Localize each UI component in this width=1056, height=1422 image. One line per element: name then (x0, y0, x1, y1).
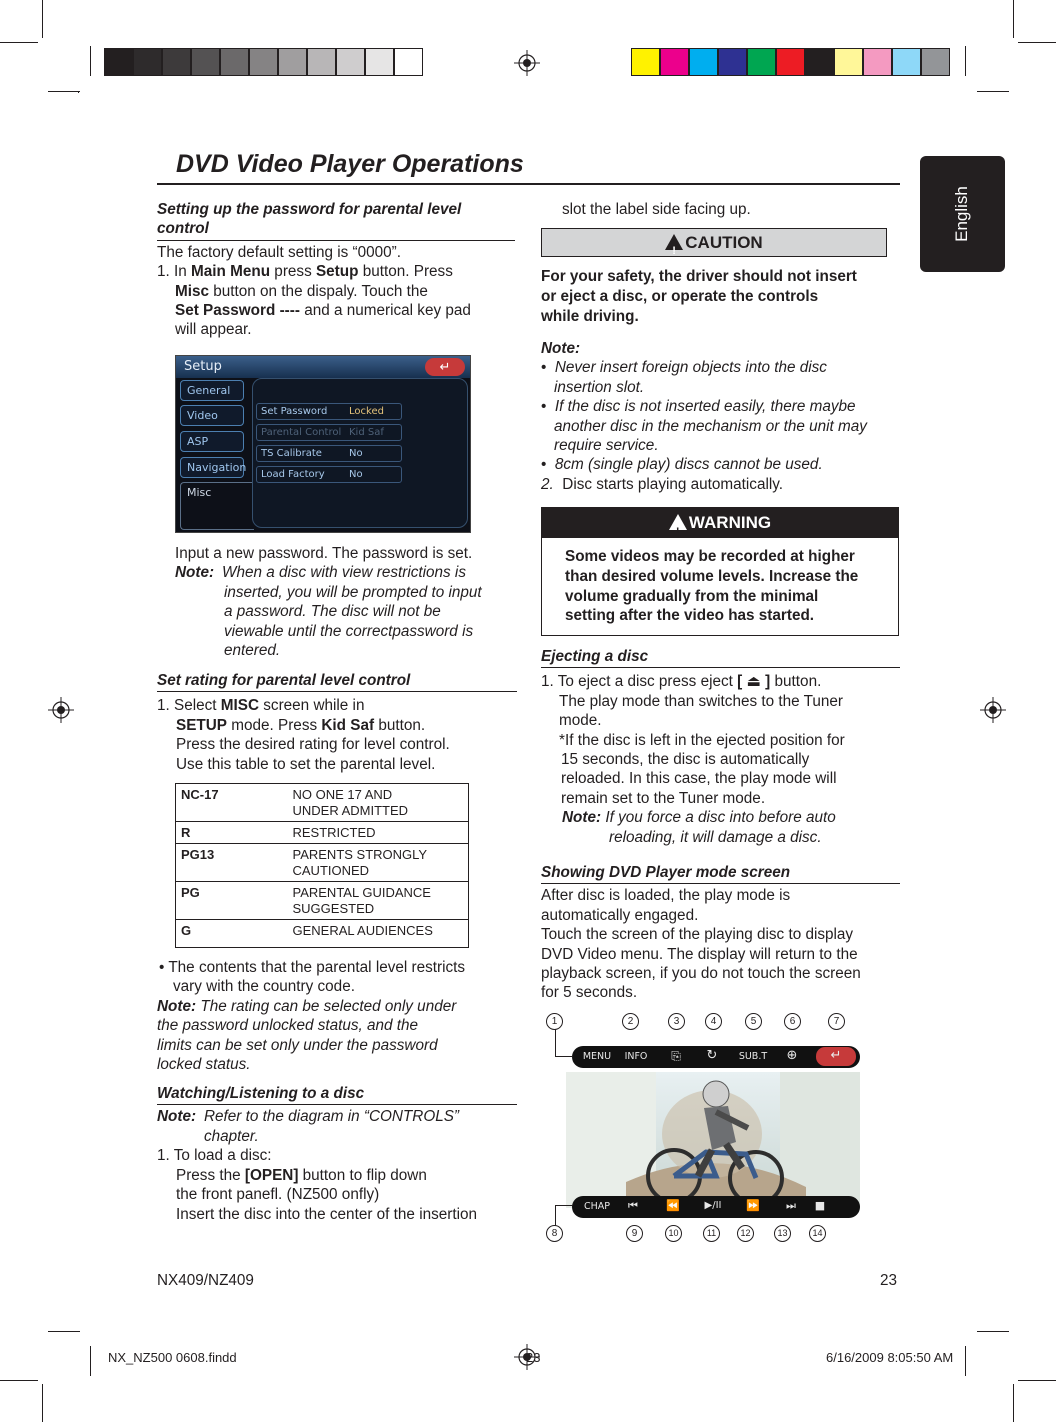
paragraph: The factory default setting is “0000”. (157, 243, 402, 261)
gray-swatch (307, 48, 336, 76)
setup-menu-video: Video (180, 405, 244, 426)
step: Use this table to set the parental level. (176, 755, 436, 773)
menu-button[interactable]: MENU (582, 1051, 612, 1062)
setup-row: Set Password Locked (256, 403, 402, 420)
color-swatch (776, 48, 805, 76)
step: 1. Select MISC screen while in (157, 697, 365, 715)
note: Note: If you force a disc into before auto (562, 809, 836, 827)
note: limits can be set only under the password (157, 1036, 438, 1054)
model-number: NX409/NZ409 (157, 1272, 254, 1289)
note: locked status. (157, 1056, 251, 1074)
gray-swatch (191, 48, 220, 76)
crop-mark (0, 1380, 38, 1381)
callout-number: 12 (737, 1225, 754, 1242)
gray-swatch (278, 48, 307, 76)
bullet: vary with the country code. (173, 978, 355, 996)
color-swatch (863, 48, 892, 76)
gray-swatch (133, 48, 162, 76)
setup-menu-misc: Misc (180, 482, 254, 530)
bullet: another disc in the mechanism or the unit may (554, 417, 867, 435)
step: Press the desired rating for level control. (176, 736, 450, 754)
step: 1. To eject a disc press eject [ ⏏ ] button. (541, 673, 822, 691)
rating-section (157, 671, 517, 774)
paragraph: automatically engaged. (541, 906, 699, 924)
section-heading: Setting up the password for parental level control (157, 200, 515, 241)
callout-number: 7 (828, 1013, 845, 1030)
color-swatch (921, 48, 950, 76)
chapter-button[interactable]: CHAP (583, 1201, 610, 1212)
caution-banner: ! CAUTION (541, 228, 887, 257)
step: reloaded. In this case, the play mode will (561, 770, 837, 788)
step: SETUP mode. Press Kid Saf button. (176, 716, 426, 734)
next-icon[interactable]: ⏭ (786, 1199, 796, 1212)
setup-menu-navigation: Navigation (180, 457, 244, 478)
section-heading: Watching/Listening to a disc (157, 1084, 517, 1105)
callout-number: 11 (703, 1225, 720, 1242)
play-pause-icon[interactable]: ▶/II (704, 1200, 722, 1211)
crop-mark (42, 0, 43, 38)
crop-mark (977, 1331, 1009, 1332)
warning-box (541, 507, 899, 636)
gray-swatch (104, 48, 133, 76)
crop-mark (42, 1384, 43, 1422)
note-label: Note: (541, 340, 581, 357)
callout-number: 5 (745, 1013, 762, 1030)
color-swatch (892, 48, 921, 76)
crop-mark (78, 92, 79, 93)
step: Press the [OPEN] button to flip down (176, 1166, 427, 1184)
step: will appear. (175, 321, 252, 339)
section-heading: Set rating for parental level control (157, 671, 517, 692)
bullet: • 8cm (single play) discs cannot be used. (541, 456, 823, 474)
crop-mark (1013, 1384, 1014, 1422)
bullet: • Never insert foreign objects into the disc (541, 359, 827, 377)
gray-swatch (336, 48, 365, 76)
color-swatch (747, 48, 776, 76)
paragraph: Touch the screen of the playing disc to display (541, 926, 854, 944)
slug-page: 23 (526, 1350, 541, 1365)
paragraph: DVD Video menu. The display will return to the (541, 945, 858, 963)
setup-menu-asp: ASP (180, 431, 244, 452)
color-swatch (660, 48, 689, 76)
rating-table (175, 783, 469, 948)
note: Note: The rating can be selected only under (157, 997, 457, 1015)
step: mode. (559, 712, 602, 730)
setup-title-bar: Setup (176, 356, 470, 378)
repeat-icon[interactable]: ↻ (706, 1048, 718, 1063)
gray-swatch (162, 48, 191, 76)
step: remain set to the Tuner mode. (561, 789, 766, 807)
step: Misc button on the dispaly. Touch the (175, 282, 428, 300)
rating-notes (157, 958, 517, 1074)
password-section (157, 200, 515, 340)
callout-number: 14 (809, 1225, 826, 1242)
warning-text: Some videos may be recorded at higher than desired volume levels. Increase the volume gradually from the minimal setting after the video has started. (565, 548, 859, 625)
step: The play mode than switches to the Tuner (559, 692, 844, 710)
registration-mark-icon (48, 697, 74, 723)
rewind-icon[interactable]: ⏪ (666, 1199, 680, 1212)
previous-icon[interactable]: ⏮ (628, 1199, 638, 1212)
note: reloading, it will damage a disc. (609, 828, 822, 846)
crop-mark (1018, 1380, 1056, 1381)
crop-mark (1018, 42, 1056, 43)
bullet: insertion slot. (554, 378, 645, 396)
callout-number: 9 (626, 1225, 643, 1242)
continued-text: slot the label side facing up. (562, 201, 751, 218)
crop-mark (90, 46, 91, 76)
warning-banner: ! WARNING (542, 508, 898, 538)
note: the password unlocked status, and the (157, 1017, 419, 1035)
registration-mark-icon (514, 50, 540, 76)
setup-row: TS Calibrate No (256, 445, 402, 462)
warning-icon: ! (669, 514, 687, 530)
setup-row: Load Factory No (256, 466, 402, 483)
audio-language-icon[interactable]: ⊕ (786, 1048, 798, 1063)
crop-mark (965, 46, 966, 76)
gray-swatch (394, 48, 423, 76)
table-row: R RESTRICTED (176, 822, 469, 844)
color-swatch (834, 48, 863, 76)
title-rule (157, 183, 900, 185)
slug-date: 6/16/2009 8:05:50 AM (826, 1350, 954, 1365)
language-tab (920, 156, 1005, 272)
note: Note: When a disc with view restrictions is inserted, you will be prompted to input a password. The disc will not be viewable until the correctpassword is entered. (175, 564, 482, 660)
callout-leader (555, 1029, 556, 1056)
back-icon[interactable]: ↵ (816, 1047, 856, 1066)
eject-section (541, 647, 900, 847)
section-heading: Ejecting a disc (541, 647, 900, 668)
warning-icon: ! (665, 234, 683, 250)
page-number: 23 (880, 1272, 898, 1289)
step: 1. In Main Menu press Setup button. Press (157, 263, 453, 281)
dvd-playback-photo (566, 1072, 860, 1208)
step: *If the disc is left in the ejected position for (559, 731, 845, 749)
crop-mark (48, 91, 80, 92)
callout-number: 13 (774, 1225, 791, 1242)
section-heading: Showing DVD Player mode screen (541, 863, 900, 884)
crop-mark (965, 1346, 966, 1376)
callout-number: 8 (546, 1225, 563, 1242)
paragraph: After disc is loaded, the play mode is (541, 887, 791, 905)
disc-notes (541, 339, 901, 494)
page-title: DVD Video Player Operations (176, 150, 524, 178)
setup-menu-general: General (180, 380, 244, 401)
caution-text: For your safety, the driver should not insert or eject a disc, or operate the controls while driving. (541, 268, 857, 326)
crop-mark (90, 1346, 91, 1376)
step: 15 seconds, the disc is automatically (561, 751, 810, 769)
callout-leader (555, 1205, 573, 1206)
slug-filename: NX_NZ500 0608.findd (108, 1350, 237, 1365)
callout-number: 1 (546, 1013, 563, 1030)
setup-row: Parental Control Kid Saf (256, 424, 402, 441)
bullet: require service. (554, 437, 659, 455)
subtitle-button[interactable]: SUB.T (738, 1051, 768, 1062)
step: the front panefl. (NZ500 onfly) (176, 1186, 380, 1204)
paragraph: playback screen, if you do not touch the screen (541, 965, 861, 983)
step: 2. Disc starts playing automatically. (541, 475, 784, 493)
callout-leader (555, 1056, 573, 1057)
crop-mark (48, 1331, 80, 1332)
step: 1. To load a disc: (157, 1147, 272, 1165)
showing-section (541, 863, 900, 1003)
color-swatch (631, 48, 660, 76)
crop-mark (0, 42, 38, 43)
table-row: PG13 PARENTS STRONGLY CAUTIONED (176, 844, 469, 882)
step: Set Password ---- and a numerical key pad (175, 302, 471, 320)
bullet: • If the disc is not inserted easily, there maybe (541, 398, 856, 416)
callout-number: 2 (622, 1013, 639, 1030)
paragraph: Input a new password. The password is set. (175, 545, 473, 562)
color-swatch (718, 48, 747, 76)
fast-forward-icon[interactable]: ⏩ (746, 1199, 760, 1212)
callout-number: 3 (668, 1013, 685, 1030)
gray-swatch (220, 48, 249, 76)
step: Insert the disc into the center of the insertion (176, 1205, 478, 1223)
color-swatch (805, 48, 834, 76)
registration-mark-icon (980, 697, 1006, 723)
gray-swatch (365, 48, 394, 76)
watching-section (157, 1084, 517, 1224)
table-row: NC-17 NO ONE 17 AND UNDER ADMITTED (176, 784, 469, 822)
info-button[interactable]: INFO (624, 1051, 648, 1062)
setup-screen-image (175, 355, 471, 533)
note: Note: Refer to the diagram in “CONTROLS” chapter. (157, 1108, 460, 1145)
callout-number: 4 (705, 1013, 722, 1030)
stop-icon[interactable]: ■ (814, 1199, 826, 1212)
bullet: • The contents that the parental level restricts (159, 959, 466, 976)
language-tab-label: English (952, 186, 971, 242)
gray-swatch (249, 48, 278, 76)
back-icon: ↵ (425, 358, 465, 376)
password-after (175, 544, 515, 660)
paragraph: for 5 seconds. (541, 984, 638, 1002)
table-row: G GENERAL AUDIENCES (176, 920, 469, 948)
callout-number: 10 (665, 1225, 682, 1242)
crop-mark (977, 91, 1009, 92)
table-row: PG PARENTAL GUIDANCE SUGGESTED (176, 882, 469, 920)
color-swatch (689, 48, 718, 76)
crop-mark (1013, 0, 1014, 38)
callout-number: 6 (784, 1013, 801, 1030)
callout-leader (555, 1205, 556, 1227)
angle-icon[interactable]: ⎘ (671, 1049, 681, 1063)
